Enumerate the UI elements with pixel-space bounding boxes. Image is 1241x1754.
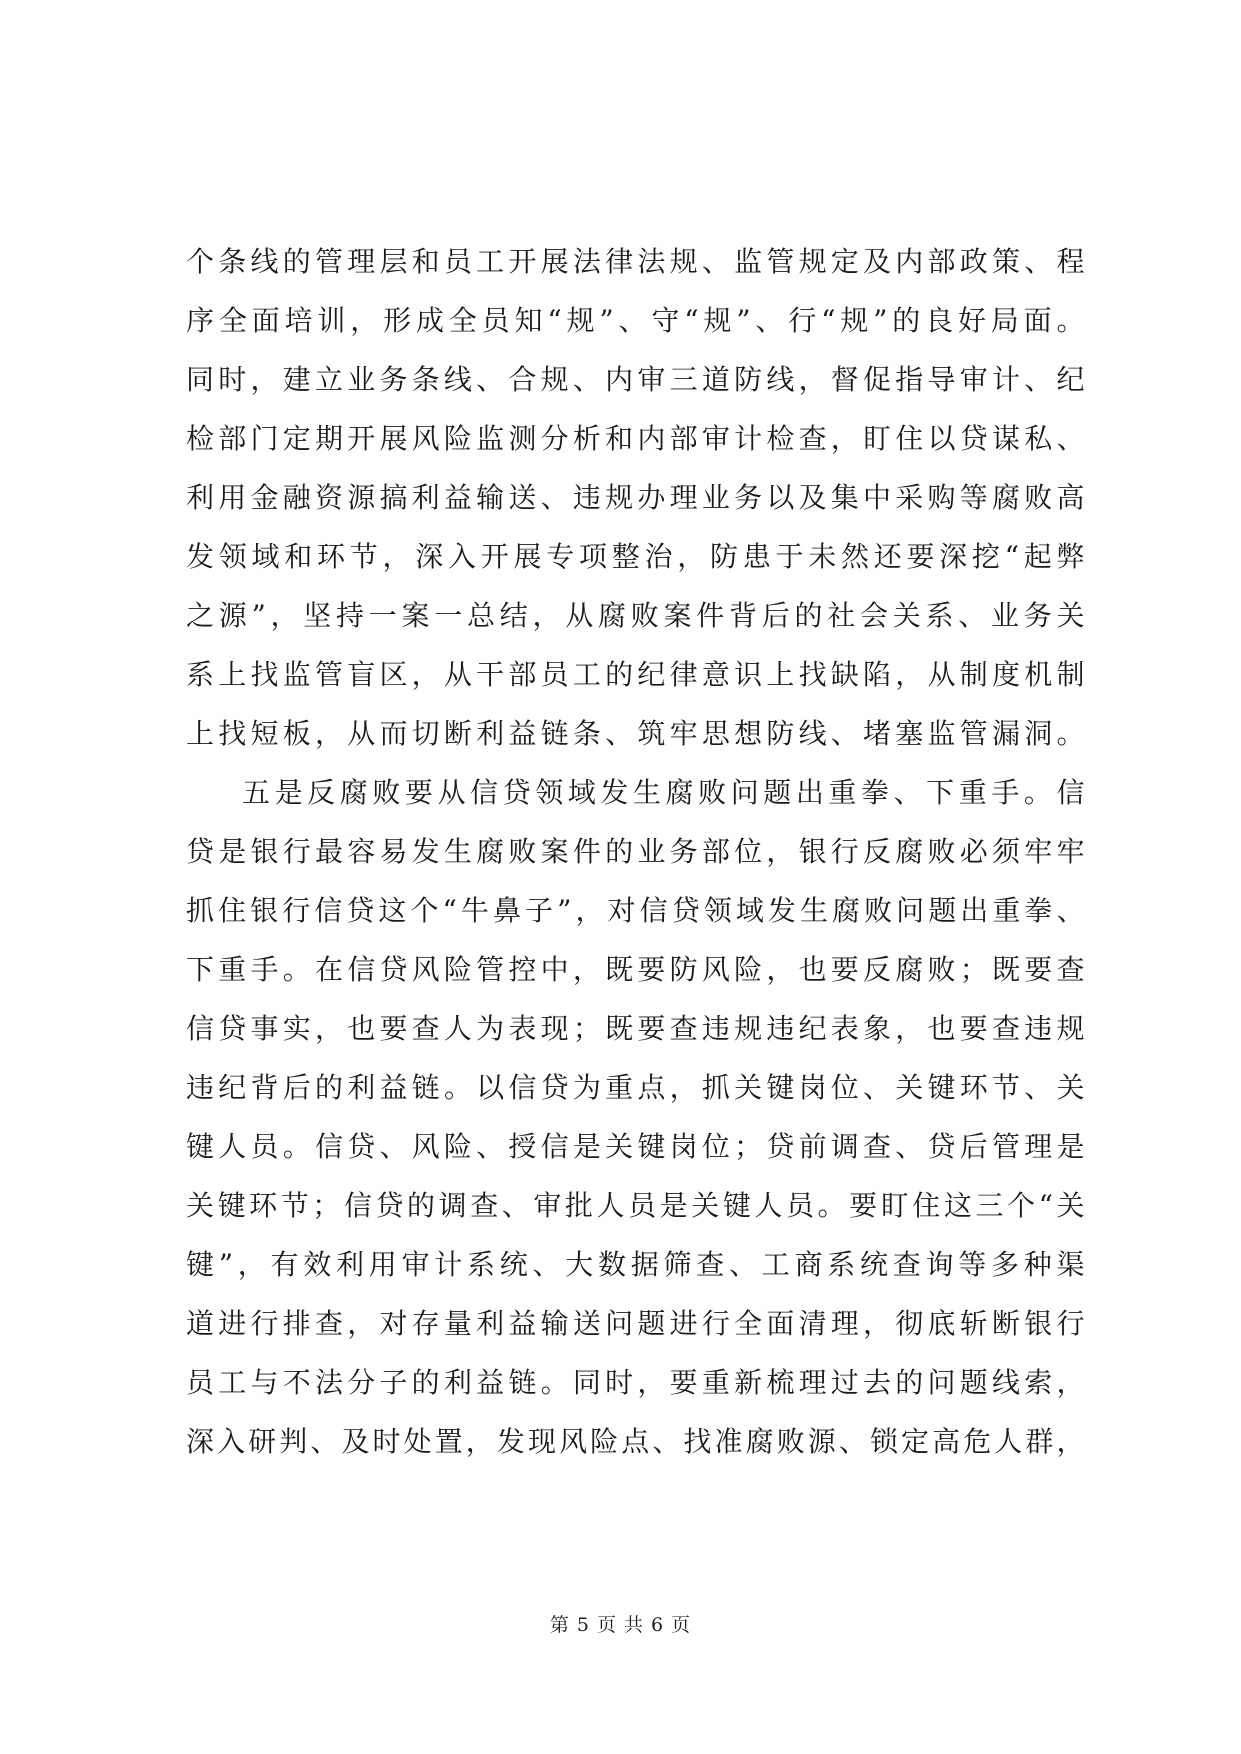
text-line: 道进行排查，对存量利益输送问题进行全面清理，彻底斩断银行: [186, 1307, 1086, 1340]
text-line: 利用金融资源搞利益输送、违规办理业务以及集中采购等腐败高: [186, 481, 1086, 514]
text-line: 信贷事实，也要查人为表现；既要查违规违纪表象，也要查违规: [186, 1012, 1086, 1045]
text-line: 系上找监管盲区，从干部员工的纪律意识上找缺陷，从制度机制: [186, 658, 1086, 691]
text-line: 个条线的管理层和员工开展法律法规、监管规定及内部政策、程: [186, 245, 1086, 278]
text-line: 键”，有效利用审计系统、大数据筛查、工商系统查询等多种渠: [186, 1248, 1086, 1281]
text-line: 序全面培训，形成全员知“规”、守“规”、行“规”的良好局面。: [186, 304, 1086, 337]
text-line: 关键环节；信贷的调查、审批人员是关键人员。要盯住这三个“关: [186, 1189, 1086, 1222]
text-line: 抓住银行信贷这个“牛鼻子”，对信贷领域发生腐败问题出重拳、: [186, 894, 1086, 927]
text-line: 员工与不法分子的利益链。同时，要重新梳理过去的问题线索，: [186, 1366, 1086, 1399]
text-line: 违纪背后的利益链。以信贷为重点，抓关键岗位、关键环节、关: [186, 1071, 1086, 1104]
document-body: [186, 232, 1086, 1471]
text-line: 键人员。信贷、风险、授信是关键岗位；贷前调查、贷后管理是: [186, 1130, 1086, 1163]
paragraph-first-line: 五是反腐败要从信贷领域发生腐败问题出重拳、下重手。信: [242, 776, 1086, 809]
text-line: 同时，建立业务条线、合规、内审三道防线，督促指导审计、纪: [186, 363, 1086, 396]
text-line: 下重手。在信贷风险管控中，既要防风险，也要反腐败；既要查: [186, 953, 1086, 986]
text-line: 上找短板，从而切断利益链条、筑牢思想防线、堵塞监管漏洞。: [186, 717, 1086, 750]
text-line: 贷是银行最容易发生腐败案件的业务部位，银行反腐败必须牢牢: [186, 835, 1086, 868]
text-line: 之源”，坚持一案一总结，从腐败案件背后的社会关系、业务关: [186, 599, 1086, 632]
text-line: 检部门定期开展风险监测分析和内部审计检查，盯住以贷谋私、: [186, 422, 1086, 455]
text-line: 深入研判、及时处置，发现风险点、找准腐败源、锁定高危人群，: [186, 1425, 1086, 1458]
text-line: 发领域和环节，深入开展专项整治，防患于未然还要深挖“起弊: [186, 540, 1086, 573]
page-number-footer: 第 5 页 共 6 页: [549, 1614, 692, 1636]
